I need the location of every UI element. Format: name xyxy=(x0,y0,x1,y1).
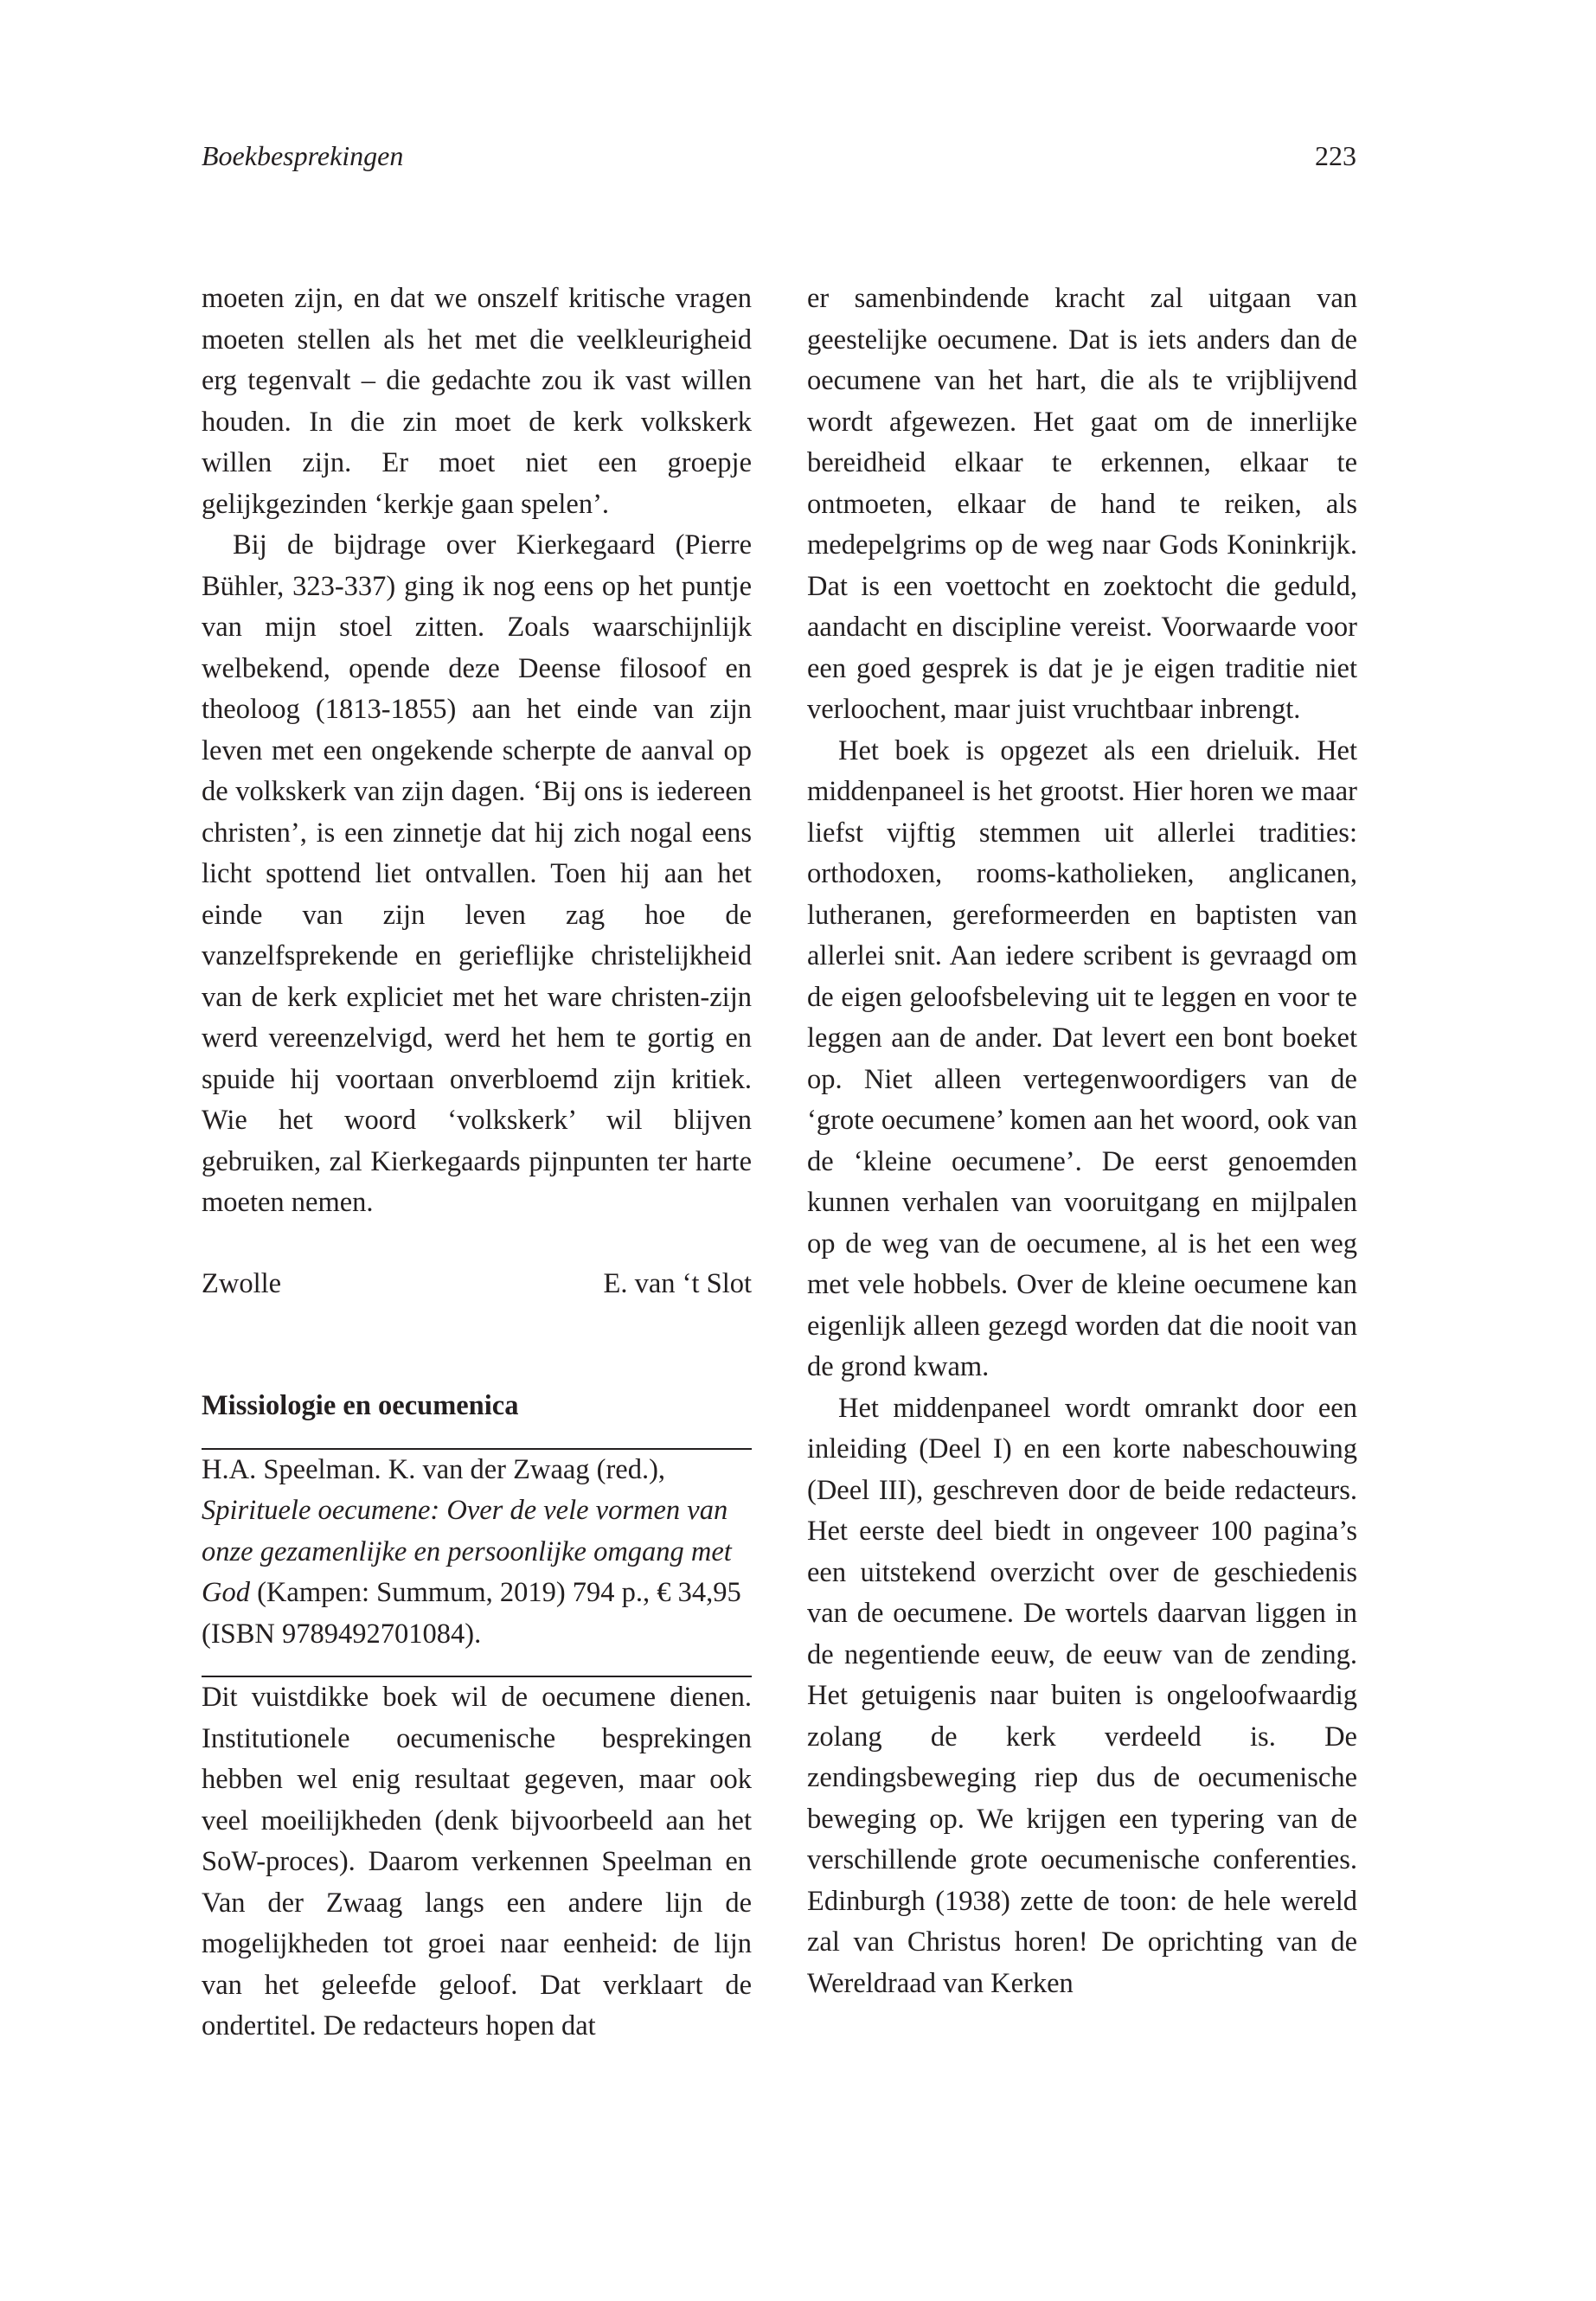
paragraph: Dit vuistdikke boek wil de oecumene dienen. Institutionele oecumenische besprekingen hebben wel enig resultaat gegeven, maar ook veel moeilijkheden (denk bijvoorbeeld aan het SoW-proces). Daarom verkennen Speelman en Van der Zwaag langs een andere lijn de mogelijkheden tot groei naar eenheid: de lijn van het geleefde geloof. Dat verklaart de ondertitel. De redacteurs hopen dat xyxy=(202,1682,752,2041)
signature-author: E. van ‘t Slot xyxy=(603,1267,752,1299)
running-head: Boekbesprekingen xyxy=(202,140,404,171)
paragraph: Het boek is opgezet als een drieluik. Het middenpaneel is het grootst. Hier horen we maar liefst vijftig stemmen uit allerlei tradities: orthodoxen, rooms-katholieken, anglicanen, lutheranen, gereformeerden en baptisten van allerlei snit. Aan iedere scribent is gevraagd om de eigen geloofsbeleving uit te leggen en voor te leggen aan de ander. Dat levert een bont boeket op. Niet alleen vertegenwoordigers van de ‘grote oecumene’ komen aan het woord, ook van de ‘kleine oecumene’. De eerst genoemden kunnen verhalen van vooruitgang en mijlpalen op de weg van de oecumene, al is het een weg met vele hobbels. Over de kleine oecumene kan eigenlijk alleen gezegd worden dat die nooit van de grond kwam. xyxy=(807,734,1357,1382)
paragraph: er samenbindende kracht zal uitgaan van geestelijke oecumene. Dat is iets anders dan de oecumene van het hart, die als te vrijblijvend wordt afgewezen. Het gaat om de innerlijke bereidheid elkaar te erkennen, elkaar te ontmoeten, elkaar de hand te reiken, als medepelgrims op de weg naar Gods Koninkrijk. Dat is een voettocht en zoektocht die geduld, aandacht en discipline vereist. Voorwaarde voor een goed gesprek is dat je je eigen traditie niet verloochent, maar juist vruchtbaar inbrengt. xyxy=(807,283,1357,725)
book-citation xyxy=(202,1450,752,1656)
paragraph: Het middenpaneel wordt omrankt door een inleiding (Deel I) en een korte nabeschouwing (Deel III), geschreven door de beide redacteurs. Het eerste deel biedt in ongeveer 100 pagina’s een uitstekend overzicht over de geschiedenis van de oecumene. De wortels daarvan liggen in de negentiende eeuw, de eeuw van de zending. Het getuigenis naar buiten is ongeloofwaardig zolang de kerk verdeeld is. De zendingsbeweging riep dus de oecumenische beweging op. We krijgen een typering van de verschillende grote oecumenische conferenties. Edinburgh (1938) zette de toon: de hele wereld zal van Christus horen! De oprichting van de Wereldraad van Kerken xyxy=(807,1392,1357,1999)
book-authors: H.A. Speelman. K. van der Zwaag (red.), xyxy=(202,1453,666,1485)
right-column xyxy=(807,279,1357,2004)
section-heading: Missiologie en oecumenica xyxy=(202,1390,519,1421)
left-column xyxy=(202,279,752,2048)
paragraph: moeten zijn, en dat we onszelf kritische vragen moeten stellen als het met die veelkleurigheid erg tegenvalt – die gedachte zou ik vast willen houden. In die zin moet de kerk volkskerk willen zijn. Er moet niet een groepje gelijkgezinden ‘kerkje gaan spelen’. xyxy=(202,283,752,520)
book-title: Spirituele oecumene: Over de vele vormen van onze gezamenlijke en persoonlijke omgang met God xyxy=(202,1495,732,1608)
review-signature xyxy=(202,1264,752,1305)
paragraph: Bij de bijdrage over Kierkegaard (Pierre Bühler, 323-337) ging ik nog eens op het puntje van mijn stoel zitten. Zoals waarschijnlijk welbekend, opende deze Deense filosoof en theoloog (1813-1855) aan het einde van zijn leven met een ongekende scherpte de aanval op de volkskerk van zijn dagen. ‘Bij ons is iedereen christen’, is een zinnetje dat hij zich nogal eens licht spottend liet ontvallen. Toen hij aan het einde van zijn leven zag hoe de vanzelfsprekende en gerieflijke christelijkheid van de kerk expliciet met het ware christen-zijn werd vereenzelvigd, werd het hem te gortig en spuide hij voortaan onverbloemd zijn kritiek. Wie het woord ‘volkskerk’ wil blijven gebruiken, zal Kierkegaards pijnpunten ter harte moeten nemen. xyxy=(202,529,752,1218)
book-details: (Kampen: Summum, 2019) 794 p., € 34,95 (ISBN 9789492701084). xyxy=(202,1577,741,1650)
page-number: 223 xyxy=(1315,140,1356,171)
signature-place: Zwolle xyxy=(202,1267,282,1299)
